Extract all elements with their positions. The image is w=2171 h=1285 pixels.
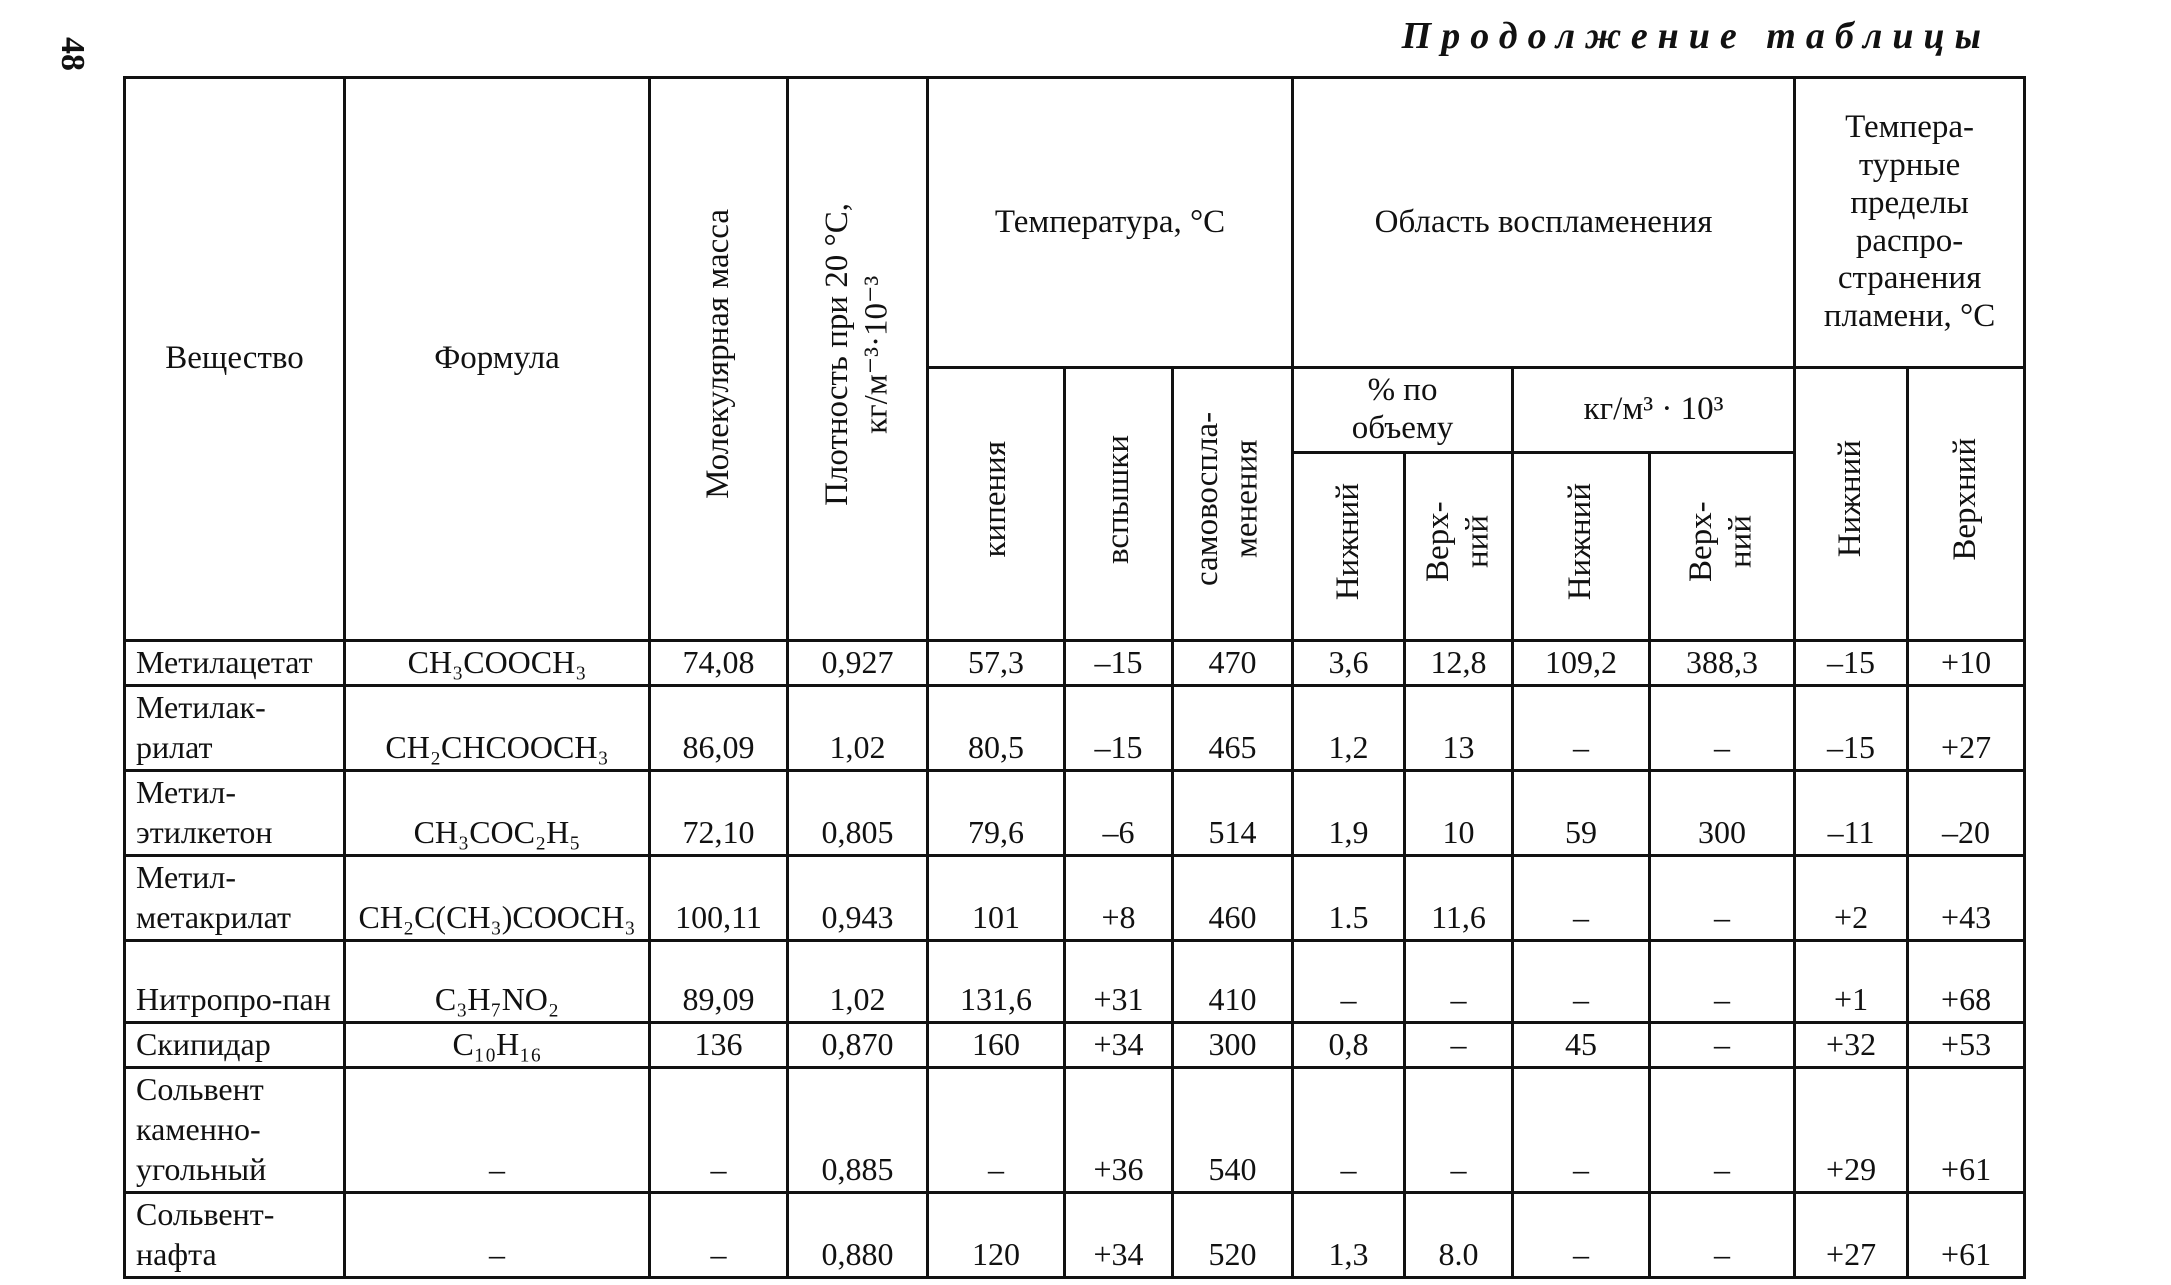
continuation-label: Продолжение таблицы <box>1401 15 1991 57</box>
cell-name: Нитропро-пан <box>125 941 345 1023</box>
table-row <box>125 771 2025 856</box>
cell-lower-kg: 45 <box>1513 1023 1650 1068</box>
cell-lower-pct: 1,3 <box>1293 1193 1405 1278</box>
cell-name: Метил-этилкетон <box>125 771 345 856</box>
header-upper-pct: Верх-ний <box>1405 453 1513 641</box>
cell-formula: C₃H₇NO₂ <box>345 941 650 1023</box>
cell-upper-pct: 12,8 <box>1405 641 1513 686</box>
cell-molar-mass: – <box>650 1193 788 1278</box>
header-flash: вспышки <box>1065 368 1173 641</box>
cell-flame-upper: –20 <box>1908 771 2025 856</box>
header-flame-limits-group: Темпера-турные пределы распро-странения пламени, °С <box>1795 78 2025 368</box>
cell-upper-pct: – <box>1405 941 1513 1023</box>
cell-flame-upper: +61 <box>1908 1193 2025 1278</box>
cell-upper-kg: 300 <box>1650 771 1795 856</box>
cell-lower-pct: 0,8 <box>1293 1023 1405 1068</box>
cell-flame-upper: +43 <box>1908 856 2025 941</box>
cell-name: Сольвент-нафта <box>125 1193 345 1278</box>
header-upper-kg: Верх-ний <box>1650 453 1795 641</box>
cell-flash: +34 <box>1065 1193 1173 1278</box>
header-substance: Вещество <box>125 78 345 641</box>
cell-flame-upper: +61 <box>1908 1068 2025 1193</box>
cell-flash: +34 <box>1065 1023 1173 1068</box>
cell-lower-kg: 109,2 <box>1513 641 1650 686</box>
cell-name: Скипидар <box>125 1023 345 1068</box>
cell-upper-kg: 388,3 <box>1650 641 1795 686</box>
cell-autoignition: 300 <box>1173 1023 1293 1068</box>
cell-upper-pct: 8.0 <box>1405 1193 1513 1278</box>
cell-flame-lower: +29 <box>1795 1068 1908 1193</box>
cell-lower-kg: – <box>1513 1193 1650 1278</box>
cell-flame-upper: +53 <box>1908 1023 2025 1068</box>
cell-density: 0,870 <box>788 1023 928 1068</box>
cell-boiling: – <box>928 1068 1065 1193</box>
header-flame-lower: Нижний <box>1795 368 1908 641</box>
cell-flash: –15 <box>1065 641 1173 686</box>
header-lower-pct: Нижний <box>1293 453 1405 641</box>
cell-molar-mass: 100,11 <box>650 856 788 941</box>
cell-name: Метил-метакрилат <box>125 856 345 941</box>
cell-density: 0,943 <box>788 856 928 941</box>
cell-formula: CH₂C(CH₃)COOCH₃ <box>345 856 650 941</box>
cell-molar-mass: 74,08 <box>650 641 788 686</box>
page-number: 48 <box>54 37 91 71</box>
cell-flash: +31 <box>1065 941 1173 1023</box>
cell-boiling: 120 <box>928 1193 1065 1278</box>
cell-autoignition: 465 <box>1173 686 1293 771</box>
cell-autoignition: 470 <box>1173 641 1293 686</box>
cell-flame-lower: +1 <box>1795 941 1908 1023</box>
cell-flame-upper: +10 <box>1908 641 2025 686</box>
cell-flash: –15 <box>1065 686 1173 771</box>
header-flame-upper: Верхний <box>1908 368 2025 641</box>
table-row <box>125 641 2025 686</box>
header-kg-m3: кг/м³ · 10³ <box>1513 368 1795 453</box>
cell-boiling: 57,3 <box>928 641 1065 686</box>
cell-molar-mass: 89,09 <box>650 941 788 1023</box>
cell-upper-pct: – <box>1405 1068 1513 1193</box>
cell-molar-mass: 72,10 <box>650 771 788 856</box>
cell-boiling: 101 <box>928 856 1065 941</box>
table-row <box>125 1193 2025 1278</box>
cell-formula: CH₃COOCH₃ <box>345 641 650 686</box>
cell-flame-upper: +68 <box>1908 941 2025 1023</box>
cell-flame-upper: +27 <box>1908 686 2025 771</box>
cell-lower-pct: 1.5 <box>1293 856 1405 941</box>
cell-lower-kg: – <box>1513 941 1650 1023</box>
header-flammability-group: Область воспламенения <box>1293 78 1795 368</box>
cell-formula: CH₃COC₂H₅ <box>345 771 650 856</box>
cell-autoignition: 514 <box>1173 771 1293 856</box>
cell-upper-kg: – <box>1650 856 1795 941</box>
cell-boiling: 79,6 <box>928 771 1065 856</box>
cell-molar-mass: – <box>650 1068 788 1193</box>
cell-lower-pct: – <box>1293 941 1405 1023</box>
cell-name: Метилацетат <box>125 641 345 686</box>
cell-flash: +36 <box>1065 1068 1173 1193</box>
cell-upper-kg: – <box>1650 1068 1795 1193</box>
header-formula: Формула <box>345 78 650 641</box>
cell-boiling: 131,6 <box>928 941 1065 1023</box>
header-percent-volume: % по объему <box>1293 368 1513 453</box>
cell-upper-kg: – <box>1650 1023 1795 1068</box>
cell-autoignition: 520 <box>1173 1193 1293 1278</box>
cell-upper-pct: 11,6 <box>1405 856 1513 941</box>
cell-upper-pct: 10 <box>1405 771 1513 856</box>
header-boiling: кипения <box>928 368 1065 641</box>
header-autoignition: самовоспла-менения <box>1173 368 1293 641</box>
cell-autoignition: 540 <box>1173 1068 1293 1193</box>
properties-table <box>123 76 2026 1279</box>
cell-name: Метилак-рилат <box>125 686 345 771</box>
cell-flame-lower: –15 <box>1795 686 1908 771</box>
cell-lower-kg: 59 <box>1513 771 1650 856</box>
cell-flame-lower: +32 <box>1795 1023 1908 1068</box>
cell-lower-kg: – <box>1513 686 1650 771</box>
header-density: Плотность при 20 °С, кг/м⁻³·10⁻³ <box>788 78 928 641</box>
cell-upper-kg: – <box>1650 686 1795 771</box>
cell-density: 0,880 <box>788 1193 928 1278</box>
cell-density: 1,02 <box>788 686 928 771</box>
header-molar-mass: Молекулярная масса <box>650 78 788 641</box>
table-row <box>125 1068 2025 1193</box>
cell-autoignition: 410 <box>1173 941 1293 1023</box>
table-row <box>125 686 2025 771</box>
cell-lower-pct: – <box>1293 1068 1405 1193</box>
table-row <box>125 1023 2025 1068</box>
cell-flash: –6 <box>1065 771 1173 856</box>
cell-density: 1,02 <box>788 941 928 1023</box>
cell-boiling: 80,5 <box>928 686 1065 771</box>
cell-lower-pct: 1,2 <box>1293 686 1405 771</box>
cell-upper-kg: – <box>1650 941 1795 1023</box>
header-lower-kg: Нижний <box>1513 453 1650 641</box>
cell-lower-kg: – <box>1513 1068 1650 1193</box>
cell-molar-mass: 86,09 <box>650 686 788 771</box>
cell-flame-lower: +27 <box>1795 1193 1908 1278</box>
cell-boiling: 160 <box>928 1023 1065 1068</box>
cell-formula: CH₂CHCOOCH₃ <box>345 686 650 771</box>
cell-density: 0,805 <box>788 771 928 856</box>
cell-lower-pct: 3,6 <box>1293 641 1405 686</box>
table-row <box>125 941 2025 1023</box>
cell-upper-kg: – <box>1650 1193 1795 1278</box>
cell-upper-pct: – <box>1405 1023 1513 1068</box>
cell-flash: +8 <box>1065 856 1173 941</box>
cell-autoignition: 460 <box>1173 856 1293 941</box>
cell-name: Сольвент каменно-угольный <box>125 1068 345 1193</box>
cell-lower-kg: – <box>1513 856 1650 941</box>
cell-formula: – <box>345 1068 650 1193</box>
cell-formula: C₁₀H₁₆ <box>345 1023 650 1068</box>
cell-density: 0,927 <box>788 641 928 686</box>
cell-flame-lower: +2 <box>1795 856 1908 941</box>
cell-flame-lower: –15 <box>1795 641 1908 686</box>
cell-formula: – <box>345 1193 650 1278</box>
cell-molar-mass: 136 <box>650 1023 788 1068</box>
cell-flame-lower: –11 <box>1795 771 1908 856</box>
header-temperature-group: Температура, °С <box>928 78 1293 368</box>
cell-density: 0,885 <box>788 1068 928 1193</box>
table-row <box>125 856 2025 941</box>
cell-upper-pct: 13 <box>1405 686 1513 771</box>
cell-lower-pct: 1,9 <box>1293 771 1405 856</box>
